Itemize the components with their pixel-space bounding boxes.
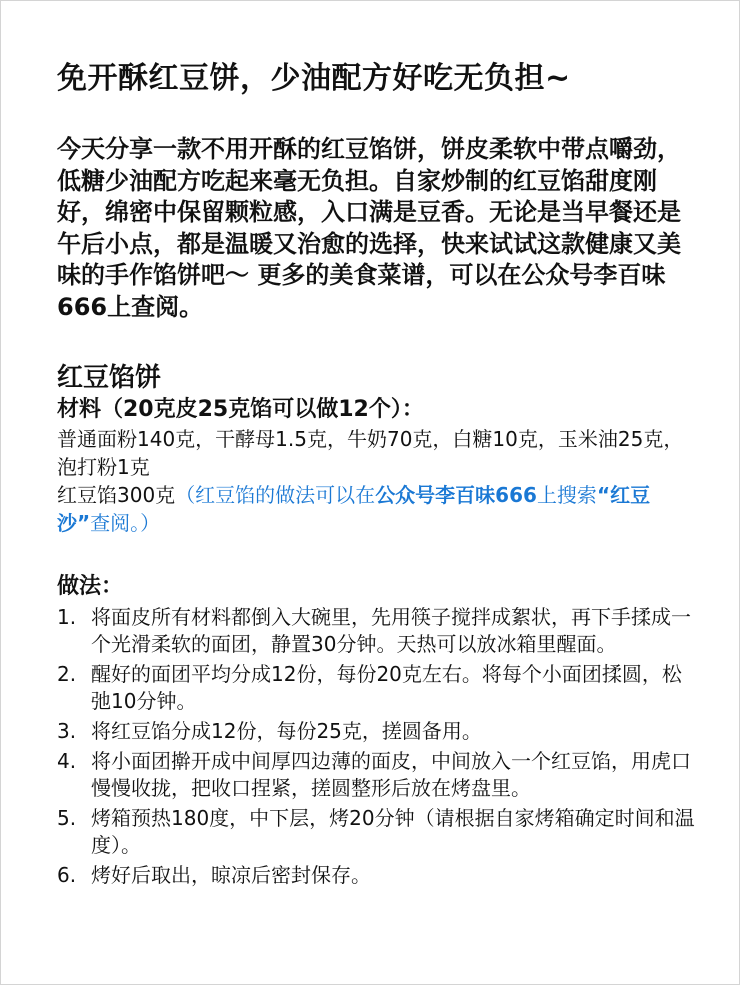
step-number: 2. [57,662,77,686]
list-item [57,718,697,745]
filling-note-search: 上搜索 [536,483,597,507]
method-label: 做法： [57,574,124,599]
step-number: 1. [57,605,77,629]
step-text: 将小面团擀开成中间厚四边薄的面皮，中间放入一个红豆馅，用虎口慢慢收拢，把收口捏紧，搓圆整形后放在烤盘里。 [91,749,691,800]
dough-ingredients: 普通面粉140克，干酵母1.5克，牛奶70克，白糖10克，玉米油25克，泡打粉1克 [57,427,684,479]
step-number: 3. [57,719,77,743]
filling-ingredients [57,481,697,537]
step-number: 6. [57,863,77,887]
materials-label: 材料（20克皮25克馅可以做12个）： [57,397,424,422]
list-item [57,661,697,715]
intro-paragraph: 今天分享一款不用开酥的红豆馅饼，饼皮柔软中带点嚼劲，低糖少油配方吃起来毫无负担。自家炒制的红豆馅甜度刚好，绵密中保留颗粒感，入口满是豆香。无论是当早餐还是午后小点，都是温暖又治愈的选择，快来试试这款健康又美味的手作馅饼吧～ 更多的美食菜谱，可以在公众号李百味666上查阅。 [57,135,681,321]
list-item [57,862,697,889]
list-item [57,604,697,658]
step-text: 醒好的面团平均分成12份，每份20克左右。将每个小面团揉圆，松弛10分钟。 [91,662,682,713]
step-text: 烤箱预热180度，中下层，烤20分钟（请根据自家烤箱确定时间和温度）。 [91,806,695,857]
filling-note-prefix: （红豆馅的做法可以在 [175,483,376,507]
step-text: 将面皮所有材料都倒入大碗里，先用筷子搅拌成絮状，再下手揉成一个光滑柔软的面团，静置30分钟。天热可以放冰箱里醒面。 [91,605,691,656]
recipe-name: 红豆馅饼 [57,363,162,393]
filling-amount: 红豆馅300克 [57,483,176,507]
page-title: 免开酥红豆饼，少油配方好吃无负担~ [57,61,571,96]
list-item [57,748,697,802]
step-number: 5. [57,806,77,830]
wechat-account-link[interactable]: 公众号李百味666 [375,483,537,507]
method-steps [57,604,697,889]
list-item [57,805,697,859]
step-text: 烤好后取出，晾凉后密封保存。 [91,863,371,887]
step-text: 将红豆馅分成12份，每份25克，搓圆备用。 [91,719,482,743]
document-content [57,59,697,892]
filling-note-suffix: 查阅。） [90,511,161,535]
search-keyword: “红豆沙” [57,483,651,535]
step-number: 4. [57,749,77,773]
